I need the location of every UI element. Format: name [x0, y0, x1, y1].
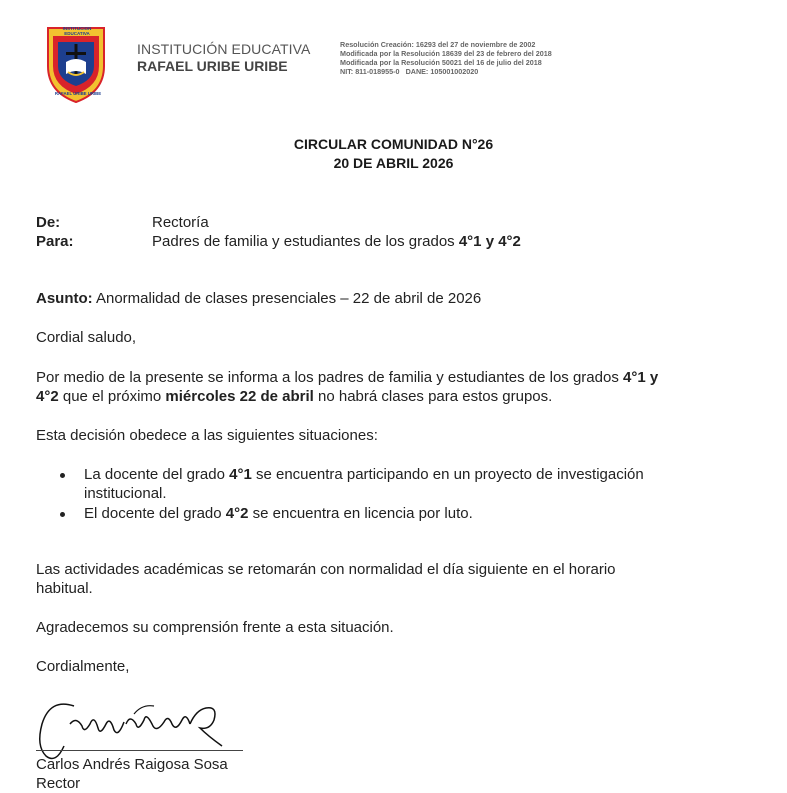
paragraph-1-line2	[36, 387, 766, 406]
dane-value: 105001002020	[430, 67, 479, 76]
to-line	[152, 232, 521, 251]
bullet-dot	[60, 473, 65, 478]
p1-date: miércoles 22 de abril	[165, 388, 314, 405]
resolution-line: Modificada por la Resolución 50021 del 16 de julio del 2018	[340, 58, 542, 67]
greeting: Cordial saludo,	[36, 329, 137, 346]
bullet-dot	[60, 512, 65, 517]
paragraph-1-line1	[36, 368, 766, 387]
p1-grades-a: 4°1 y	[623, 369, 659, 386]
document-date: 20 DE ABRIL 2026	[333, 155, 454, 171]
subject-value: Anormalidad de clases presenciales – 22 de abril de 2026	[92, 290, 482, 307]
resolution-line: Modificada por la Resolución 18639 del 23 de febrero del 2018	[340, 49, 552, 58]
subject-label: Asunto:	[36, 290, 93, 307]
to-label: Para:	[36, 233, 74, 250]
from-label: De:	[36, 214, 61, 231]
bullet2-text-a: El docente del grado	[84, 505, 226, 522]
bullet-item-1-line2: institucional.	[84, 485, 167, 502]
paragraph-4: Agradecemos su comprensión frente a esta situación.	[36, 619, 394, 636]
nit-value: 811-018955-0	[355, 67, 400, 76]
subject-line	[36, 289, 481, 308]
crest-bottom-text: RAFAEL URIBE URIBE	[54, 91, 102, 96]
nit-label: NIT:	[340, 67, 354, 76]
bullet2-grade: 4°2	[225, 505, 249, 522]
dane-label: DANE:	[405, 67, 429, 76]
signer-role: Rector	[36, 775, 81, 792]
p1-text-a: Por medio de la presente se informa a los padres de familia y estudiantes de los grados	[36, 369, 623, 386]
signer-name: Carlos Andrés Raigosa Sosa	[36, 756, 228, 773]
institution-line1: INSTITUCIÓN EDUCATIVA	[137, 41, 311, 57]
p1-grades-b: 4°2	[36, 388, 59, 405]
closing: Cordialmente,	[36, 658, 130, 675]
bullet-item-1-line1	[84, 465, 644, 484]
p1-text-f: no habrá clases para estos grupos.	[313, 388, 553, 405]
bullet1-text-c: se encuentra participando en un proyecto de investigación	[251, 466, 644, 483]
document-title: CIRCULAR COMUNIDAD N°26	[293, 136, 494, 152]
bullet1-grade: 4°1	[229, 466, 252, 483]
bullet1-text-a: La docente del grado	[84, 466, 230, 483]
to-value: Padres de familia y estudiantes de los grados	[152, 233, 459, 250]
crest-top-text: INSTITUCION EDUCATIVA	[62, 26, 92, 36]
paragraph-3-line2: habitual.	[36, 580, 93, 597]
to-grades: 4°1 y 4°2	[458, 233, 521, 250]
p1-text-d: que el próximo	[58, 388, 166, 405]
from-value: Rectoría	[152, 214, 209, 231]
resolution-block	[340, 40, 552, 76]
paragraph-3-line1: Las actividades académicas se retomarán con normalidad el día siguiente en el horario	[36, 561, 616, 578]
signature-line	[36, 750, 243, 751]
institution-line2: RAFAEL URIBE URIBE	[137, 58, 288, 74]
paragraph-2: Esta decisión obedece a las siguientes situaciones:	[36, 427, 378, 444]
resolution-line: Resolución Creación: 16293 del 27 de noviembre de 2002	[340, 40, 536, 49]
bullet2-text-c: se encuentra en licencia por luto.	[248, 505, 473, 522]
bullet-item-2	[84, 504, 473, 523]
nit-dane-line	[340, 67, 552, 76]
institution-name	[137, 41, 310, 75]
